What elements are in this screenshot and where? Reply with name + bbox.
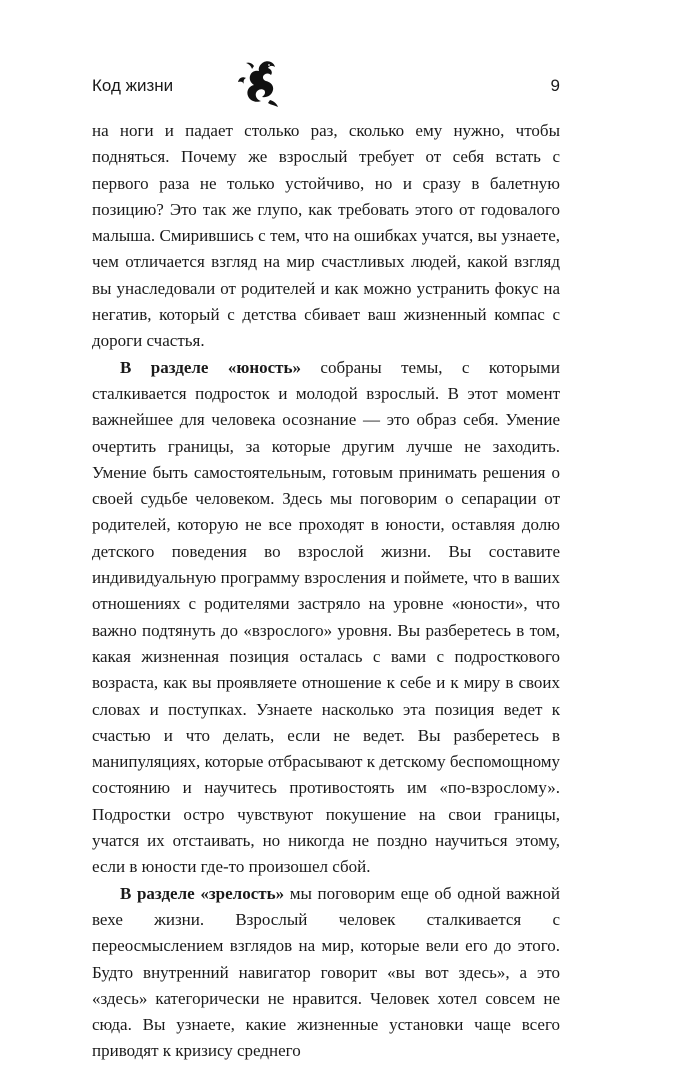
page-number: 9 xyxy=(550,76,560,95)
page-header xyxy=(92,70,560,110)
paragraph-1-text: на ноги и падает столько раз, сколько ему нужно, чтобы подняться. Почему же взрослый требует от себя встать с первого раза не только устойчиво, но и сразу в балетную позицию? Это так же глупо, как требовать этого от годовалого малыша. Смирившись с тем, что на ошибках учатся, вы узнаете, чем отличается взгляд на мир счастливых людей, какой взгляд вы унаследовали от родителей и как можно устранить фокус на негатив, который с детства сбивает ваш жизненный компас с дороги счастья. xyxy=(92,121,560,351)
running-title: Код жизни xyxy=(92,76,174,95)
paragraph-2-lead: В разделе «юность» xyxy=(120,357,302,377)
paragraph-3 xyxy=(92,881,560,1065)
paragraph-3-lead: В разделе «зрелость» xyxy=(120,883,285,903)
paragraph-1 xyxy=(92,118,560,355)
paragraph-2 xyxy=(92,355,560,881)
paragraph-3-text: мы поговорим еще об одной важной вехе жизни. Взрослый человек сталкивается с переосмыслением взглядов на мир, которые вели его до этого. Будто внутренний навигатор говорит «вы вот здесь», а это «здесь» категорически не нравится. Человек хотел совсем не сюда. Вы узнаете, какие жизненные установки чаще всего приводят к кризису среднего xyxy=(92,883,560,1061)
body-text xyxy=(92,118,560,1065)
paragraph-2-text: собраны темы, с которыми сталкивается подросток и молодой взрослый. В этот момент важнейшее для человека осознание — это образ себя. Умение очертить границы, за которые другим лучше не заходить. Умение быть самостоятельным, готовым принимать решения о своей судьбе человеком. Здесь мы поговорим о сепарации от родителей, которую не все проходят в юности, оставляя долю детского поведения во взрослой жизни. Вы составите индивидуальную программу взросления и поймете, что в ваших отношениях с родителями застряло на уровне «юности», что важно подтянуть до «взрослого» уровня. Вы разберетесь в том, какая жизненная позиция осталась с вами с подросткового возраста, как вы проявляете отношение к себе и к миру в своих словах и поступках. Узнаете насколько эта позиция ведет к счастью и что делать, если не ведет. Вы разберетесь в манипуляциях, которые отбрасывают к детскому беспомощному состоянию и научитесь противостоять им «по-взрослому». Подростки остро чувствуют покушение на свои границы, учатся их отстаивать, но никогда не поздно научиться этому, если в юности где-то произошел сбой. xyxy=(92,357,560,877)
dragon-icon xyxy=(234,58,282,108)
